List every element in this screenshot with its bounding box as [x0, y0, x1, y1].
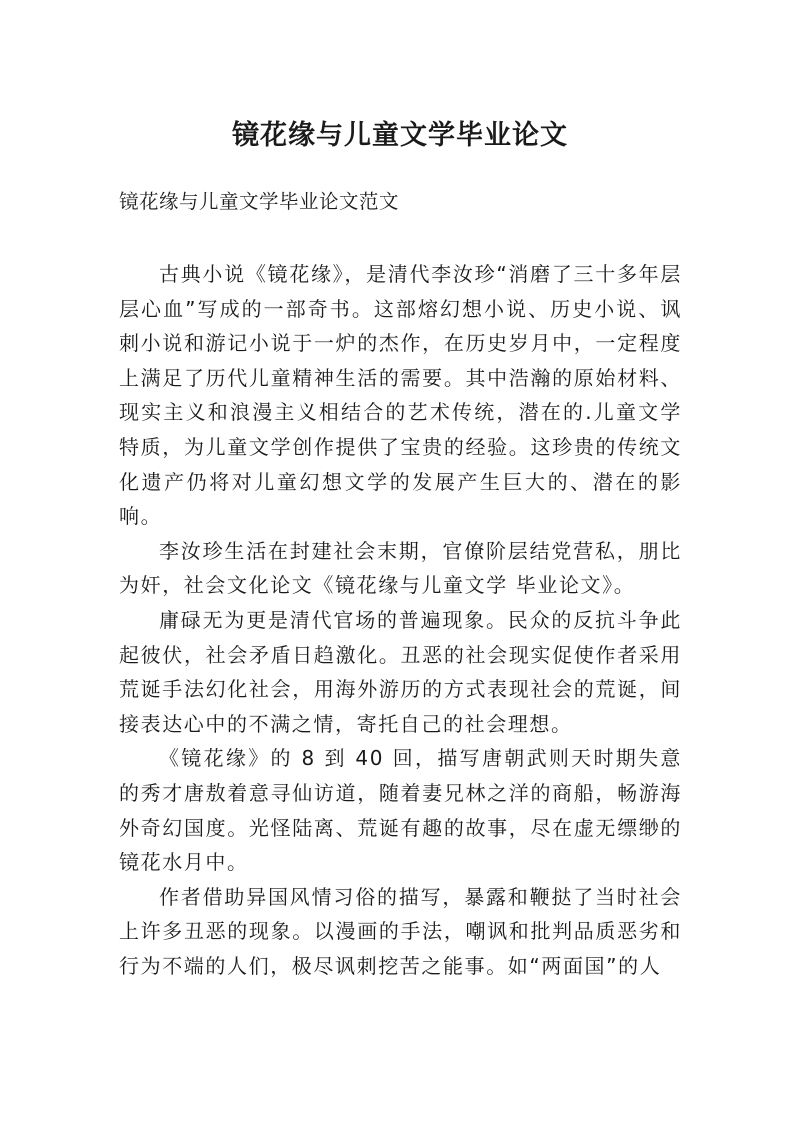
body-paragraph: 李汝珍生活在封建社会末期，官僚阶层结党营私，朋比为奸，社会文化论文《镜花缘与儿童文学 毕业论文》。 [119, 538, 682, 598]
body-paragraph: 庸碌无为更是清代官场的普遍现象。民众的反抗斗争此起彼伏，社会矛盾日趋激化。丑恶的社会现实促使作者采用荒诞手法幻化社会，用海外游历的方式表现社会的荒诞，间接表达心中的不满之情，寄托自己的社会理想。 [119, 607, 682, 736]
document-title: 镜花缘与儿童文学毕业论文 [232, 120, 568, 152]
body-paragraph: 古典小说《镜花缘》，是清代李汝珍“消磨了三十多年层层心血”写成的一部奇书。这部熔幻想小说、历史小说、讽刺小说和游记小说于一炉的杰作，在历史岁月中，一定程度上满足了历代儿童精神生活的需要。其中浩瀚的原始材料、现实主义和浪漫主义相结合的艺术传统，潜在的.儿童文学特质，为儿童文学创作提供了宝贵的经验。这珍贵的传统文化遗产仍将对儿童幻想文学的发展产生巨大的、潜在的影响。 [119, 262, 682, 529]
body-paragraph: 《镜花缘》的 8 到 40 回，描写唐朝武则天时期失意的秀才唐敖着意寻仙访道，随着妻兄林之洋的商船，畅游海外奇幻国度。光怪陆离、荒诞有趣的故事，尽在虚无缥缈的镜花水月中。 [119, 746, 682, 875]
document-subtitle: 镜花缘与儿童文学毕业论文范文 [119, 190, 400, 213]
document-body [119, 257, 682, 983]
body-paragraph: 作者借助异国风情习俗的描写，暴露和鞭挞了当时社会上许多丑恶的现象。以漫画的手法，嘲讽和批判品质恶劣和行为不端的人们，极尽讽刺挖苦之能事。如“两面国”的人 [119, 884, 682, 978]
